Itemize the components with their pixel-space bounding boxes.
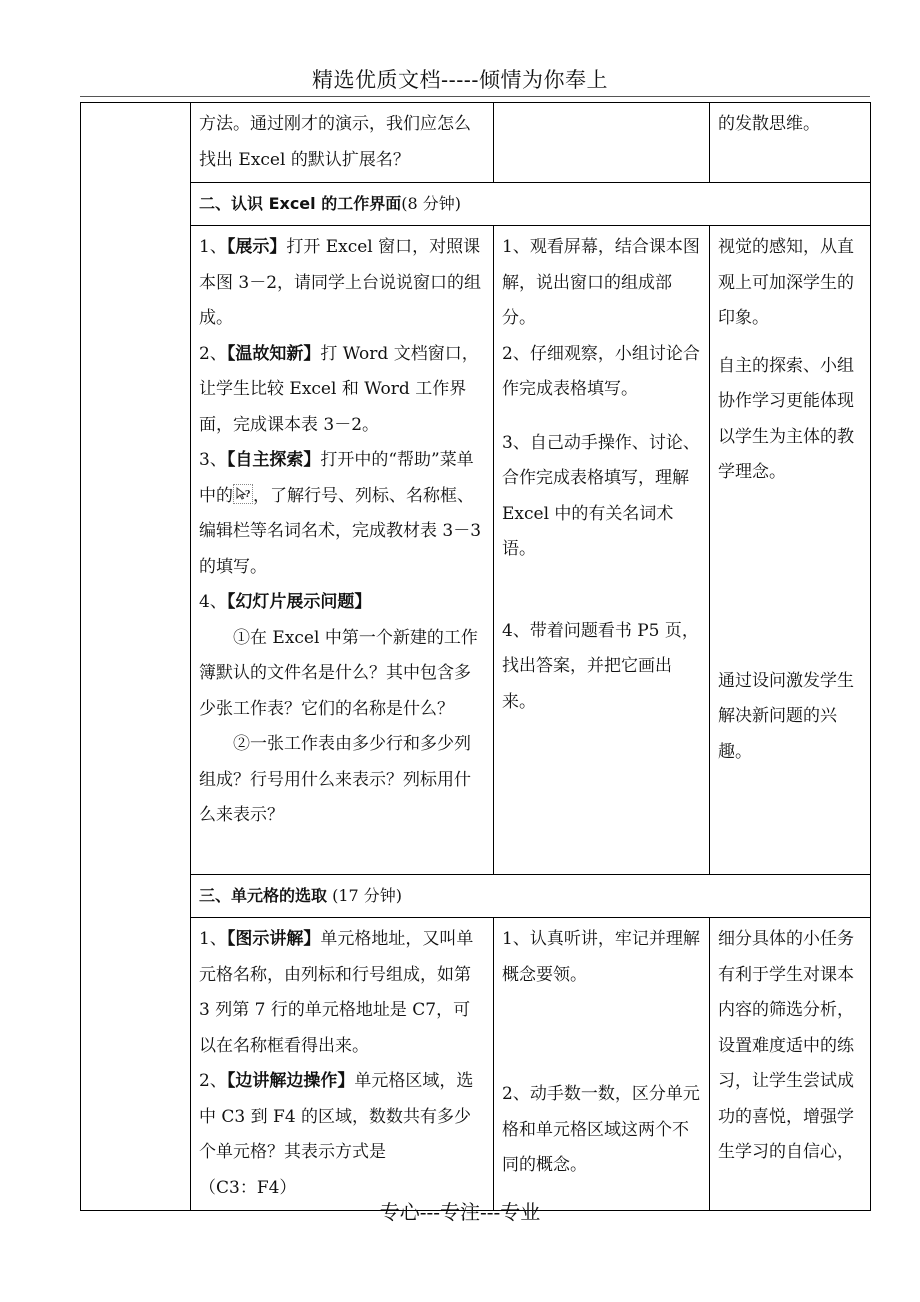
student-activity-3: 3、自己动手操作、讨论、合作完成表格填写，理解 Excel 中的有关名词术语。 (502, 432, 700, 559)
student-activity-2: 2、动手数一数，区分单元格和单元格区域这两个不同的概念。 (502, 1084, 700, 1175)
teacher-cell: 方法。通过刚才的演示，我们应怎么找出 Excel 的默认扩展名？ (191, 103, 494, 183)
svg-text:?: ? (245, 489, 251, 500)
lesson-plan-table (80, 102, 871, 1211)
table-row-section3 (81, 918, 871, 1211)
table-row-section2 (81, 226, 871, 875)
intent-cell (710, 226, 871, 875)
section-minutes: (8 分钟) (401, 194, 461, 213)
table-row-section2-heading (81, 183, 871, 226)
section-title: 三、单元格的选取 (199, 886, 328, 905)
teacher-cell (191, 226, 494, 875)
section-heading (191, 875, 871, 918)
student-cell (494, 103, 710, 183)
intent-1: 视觉的感知，从直观上可加深学生的印象。 (718, 237, 854, 328)
intent-cell (710, 918, 871, 1211)
left-margin-cell (81, 103, 191, 1211)
intent-2: 自主的探索、小组协作学习更能体现以学生为主体的教学理念。 (718, 355, 854, 482)
help-pointer-icon (233, 484, 253, 504)
teacher-cell (191, 918, 494, 1211)
intent-1: 细分具体的小任务有利于学生对课本内容的筛选分析，设置难度适中的练习，让学生尝试成功的喜悦，增强学生学习的自信心， (718, 929, 854, 1162)
activity-2: 2、【温故知新】打 Word 文档窗口，让学生比较 Excel 和 Word 工作界面，完成课本表 3－2。 (199, 343, 479, 435)
header-rule (80, 96, 870, 97)
question-1: ①在 Excel 中第一个新建的工作簿默认的文件名是什么？其中包含多少张工作表？它们的名称是什么？ (199, 627, 478, 719)
question-2: ②一张工作表由多少行和多少列组成？行号用什么来表示？列标用什么来表示？ (199, 734, 471, 825)
page-header: 精选优质文档-----倾情为你奉上 (312, 68, 608, 92)
table-row-section3-heading (81, 875, 871, 918)
activity-3: 3、【自主探索】打开中的“帮助”菜单中的 ? ，了解行号、列标、名称框、编辑栏等名词名术，完成教材表 3－3 的填写。 (199, 450, 482, 577)
student-cell (494, 226, 710, 875)
student-activity-1: 1、认真听讲，牢记并理解概念要领。 (502, 929, 700, 985)
intent-cell: 的发散思维。 (710, 103, 871, 183)
activity-1: 1、【图示讲解】单元格地址，又叫单元格名称，由列标和行号组成，如第 3 列第 7 行的单元格地址是 C7，可以在名称框看得出来。 (199, 929, 474, 1056)
page-footer: 专心---专注---专业 (379, 1200, 541, 1224)
section-heading (191, 183, 871, 226)
student-activity-4: 4、带着问题看书 P5 页，找出答案，并把它画出来。 (502, 620, 699, 712)
activity-4: 4、【幻灯片展示问题】 (199, 592, 372, 612)
activity-2: 2、【边讲解边操作】单元格区域，选中 C3 到 F4 的区域，数数共有多少个单元格？其表示方式是 (199, 1071, 474, 1162)
student-activity-1: 1、观看屏幕，结合课本图解，说出窗口的组成部分。 (502, 237, 700, 328)
intent-3: 通过设问激发学生解决新问题的兴趣。 (718, 670, 854, 762)
table-row-intro (81, 103, 871, 183)
student-activity-2: 2、仔细观察，小组讨论合作完成表格填写。 (502, 343, 700, 399)
section-title: 二、认识 Excel 的工作界面 (199, 194, 402, 213)
formula: （C3：F4） (199, 1177, 297, 1198)
activity-1: 1、【展示】打开 Excel 窗口，对照课本图 3－2，请同学上台说说窗口的组成。 (199, 237, 482, 328)
section-minutes: (17 分钟) (327, 886, 403, 905)
student-cell (494, 918, 710, 1211)
